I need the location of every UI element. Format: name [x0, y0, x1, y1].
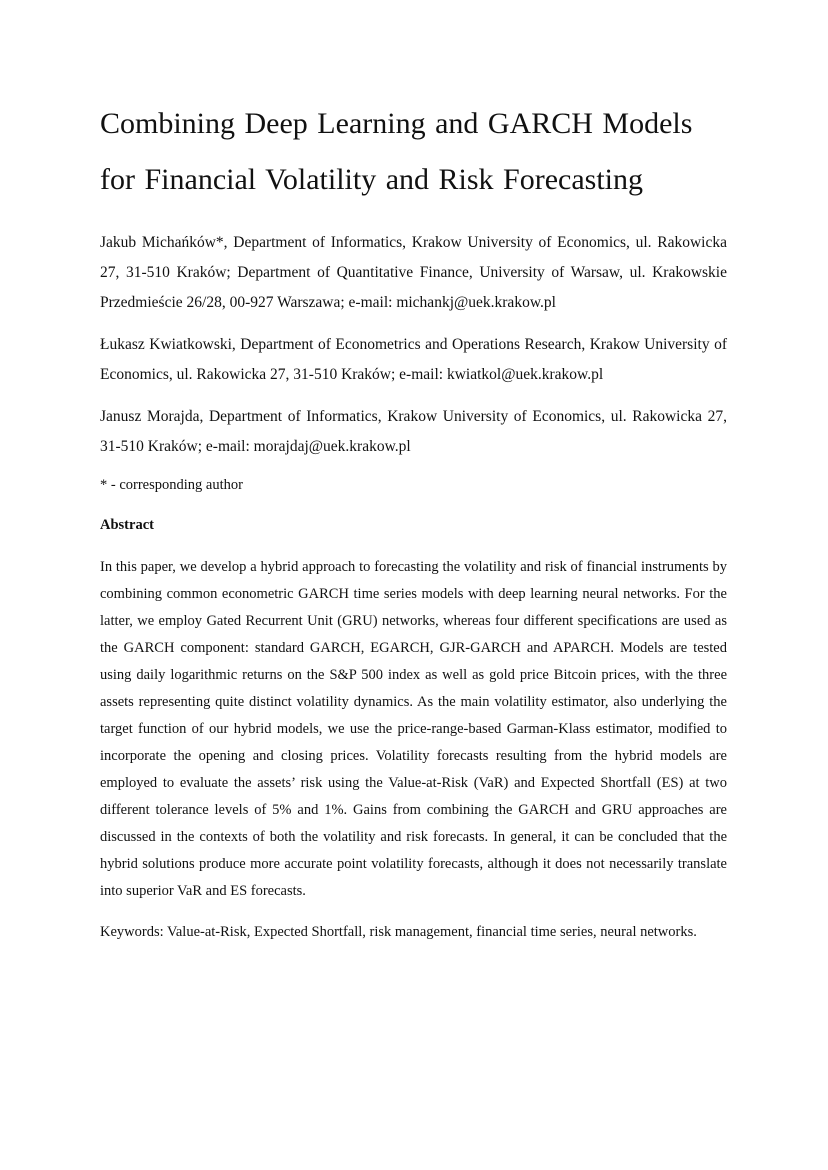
keywords: Keywords: Value-at-Risk, Expected Shortfall, risk management, financial time series, neural networks. — [100, 924, 697, 940]
author-affiliation-1: Jakub Michańków*, Department of Informatics, Krakow University of Economics, ul. Rakowicka 27, 31-510 Kraków; Department of Quantitative Finance, University of Warsaw, ul. Krakowskie Przedmieście 26/28, 00-927 Warszawa; e-mail: michankj@uek.krakow.pl — [100, 234, 727, 311]
author-affiliation-2: Łukasz Kwiatkowski, Department of Econometrics and Operations Research, Krakow University of Economics, ul. Rakowicka 27, 31-510 Kraków; e-mail: kwiatkol@uek.krakow.pl — [100, 336, 727, 383]
corresponding-author-note: * - corresponding author — [100, 477, 243, 493]
author-affiliation-3: Janusz Morajda, Department of Informatics, Krakow University of Economics, ul. Rakowicka 27, 31-510 Kraków; e-mail: morajdaj@uek.krakow.pl — [100, 408, 727, 455]
paper-title — [100, 96, 727, 208]
title-line-2: for Financial Volatility and Risk Forecasting — [100, 163, 643, 196]
abstract-heading: Abstract — [100, 517, 154, 533]
paper-page — [100, 96, 727, 958]
title-line-1: Combining Deep Learning and GARCH Models — [100, 107, 693, 140]
abstract-text: In this paper, we develop a hybrid approach to forecasting the volatility and risk of financial instruments by combining common econometric GARCH time series models with deep learning neural networks. For the latter, we employ Gated Recurrent Unit (GRU) networks, whereas four different specifications are used as the GARCH component: standard GARCH, EGARCH, GJR-GARCH and APARCH. Models are tested using daily logarithmic returns on the S&P 500 index as well as gold price Bitcoin prices, with the three assets representing quite distinct volatility dynamics. As the main volatility estimator, also underlying the target function of our hybrid models, we use the price-range-based Garman-Klass estimator, modified to incorporate the opening and closing prices. Volatility forecasts resulting from the hybrid models are employed to evaluate the assets’ risk using the Value-at-Risk (VaR) and Expected Shortfall (ES) at two different tolerance levels of 5% and 1%. Gains from combining the GARCH and GRU approaches are discussed in the contexts of both the volatility and risk forecasts. In general, it can be concluded that the hybrid solutions produce more accurate point volatility forecasts, although it does not necessarily translate into superior VaR and ES forecasts. — [100, 559, 727, 899]
